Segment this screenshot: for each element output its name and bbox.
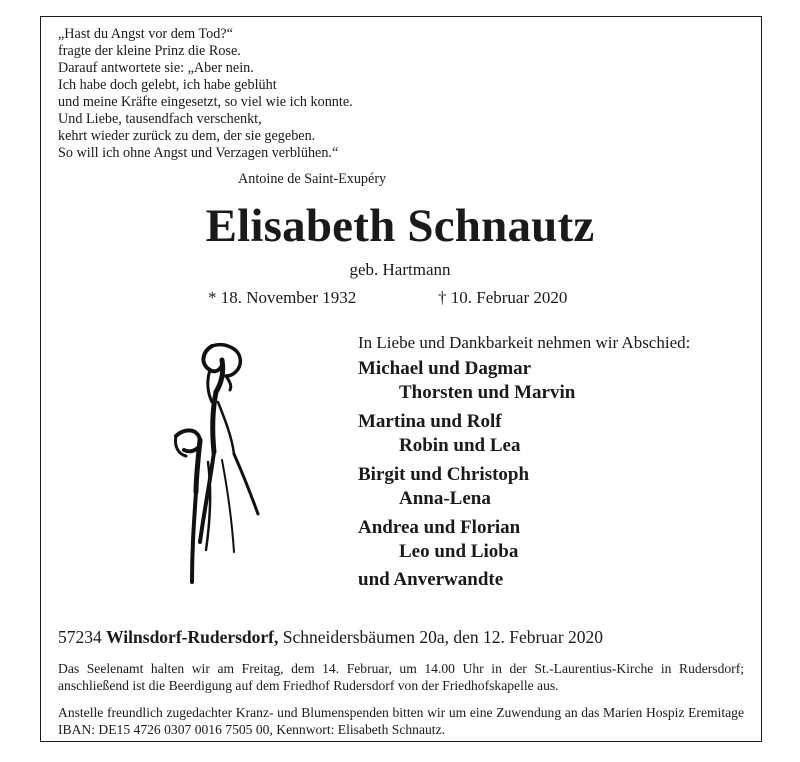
- mourner-names: Michael und Dagmar: [358, 358, 532, 379]
- quote-line: Ich habe doch gelebt, ich habe geblüht: [58, 77, 277, 93]
- address-street-date: Schneidersbäumen 20a, den 12. Februar 2020: [282, 627, 604, 647]
- address-zip: 57234: [58, 627, 102, 647]
- mourner-names: Birgit und Christoph: [358, 464, 530, 485]
- maiden-name: geb. Hartmann: [349, 260, 451, 279]
- birth-date: * 18. November 1932: [208, 288, 357, 307]
- mourner-group: [358, 410, 690, 458]
- mourner-names: Andrea und Florian: [358, 517, 521, 538]
- mourner-children: Thorsten und Marvin: [399, 382, 576, 403]
- quote-line: und meine Kräfte eingesetzt, so viel wie ich konnte.: [58, 94, 353, 110]
- mourner-group: [358, 357, 690, 405]
- quote-line: fragte der kleine Prinz die Rose.: [58, 43, 241, 59]
- mourners-intro: In Liebe und Dankbarkeit nehmen wir Abschied:: [358, 333, 691, 352]
- poem-quote: [58, 26, 353, 162]
- deceased-name: Elisabeth Schnautz: [205, 200, 595, 252]
- mourner-children: Anna-Lena: [399, 488, 491, 509]
- mourner-names: Martina und Rolf: [358, 411, 502, 432]
- death-date: † 10. Februar 2020: [438, 288, 568, 307]
- mourner-children: Robin und Lea: [399, 435, 521, 456]
- quote-line: „Hast du Angst vor dem Tod?“: [58, 26, 233, 42]
- quote-line: kehrt wieder zurück zu dem, der sie gegeben.: [58, 128, 316, 144]
- mourner-group: [358, 463, 690, 511]
- address-town: Wilnsdorf-Rudersdorf,: [106, 627, 279, 647]
- calla-lily-icon: [172, 342, 264, 588]
- mourner-group: [358, 516, 690, 564]
- mourners-list: [358, 333, 690, 591]
- quote-line: Darauf antwortete sie: „Aber nein.: [58, 60, 254, 76]
- donation-notice: Anstelle freundlich zugedachter Kranz- und Blumenspenden bitten wir um eine Zuwendung an das Marien Hospiz Eremitage IBAN: DE15 4726 0307 0016 7505 00, Kennwort: Elisabeth Schnautz.: [58, 705, 744, 737]
- quote-author: Antoine de Saint-Exupéry: [238, 171, 387, 187]
- mourner-children: Leo und Lioba: [399, 541, 519, 562]
- address-line: [58, 627, 603, 648]
- funeral-notice: Das Seelenamt halten wir am Freitag, dem 14. Februar, um 14.00 Uhr in der St.-Laurentius-Kirche in Rudersdorf; anschließend ist die Beerdigung auf dem Friedhof Rudersdorf von der Friedhofskapelle aus.: [58, 661, 744, 693]
- mourners-closing: und Anverwandte: [358, 569, 504, 590]
- quote-line: So will ich ohne Angst und Verzagen verblühen.“: [58, 145, 339, 161]
- quote-line: Und Liebe, tausendfach verschenkt,: [58, 111, 262, 127]
